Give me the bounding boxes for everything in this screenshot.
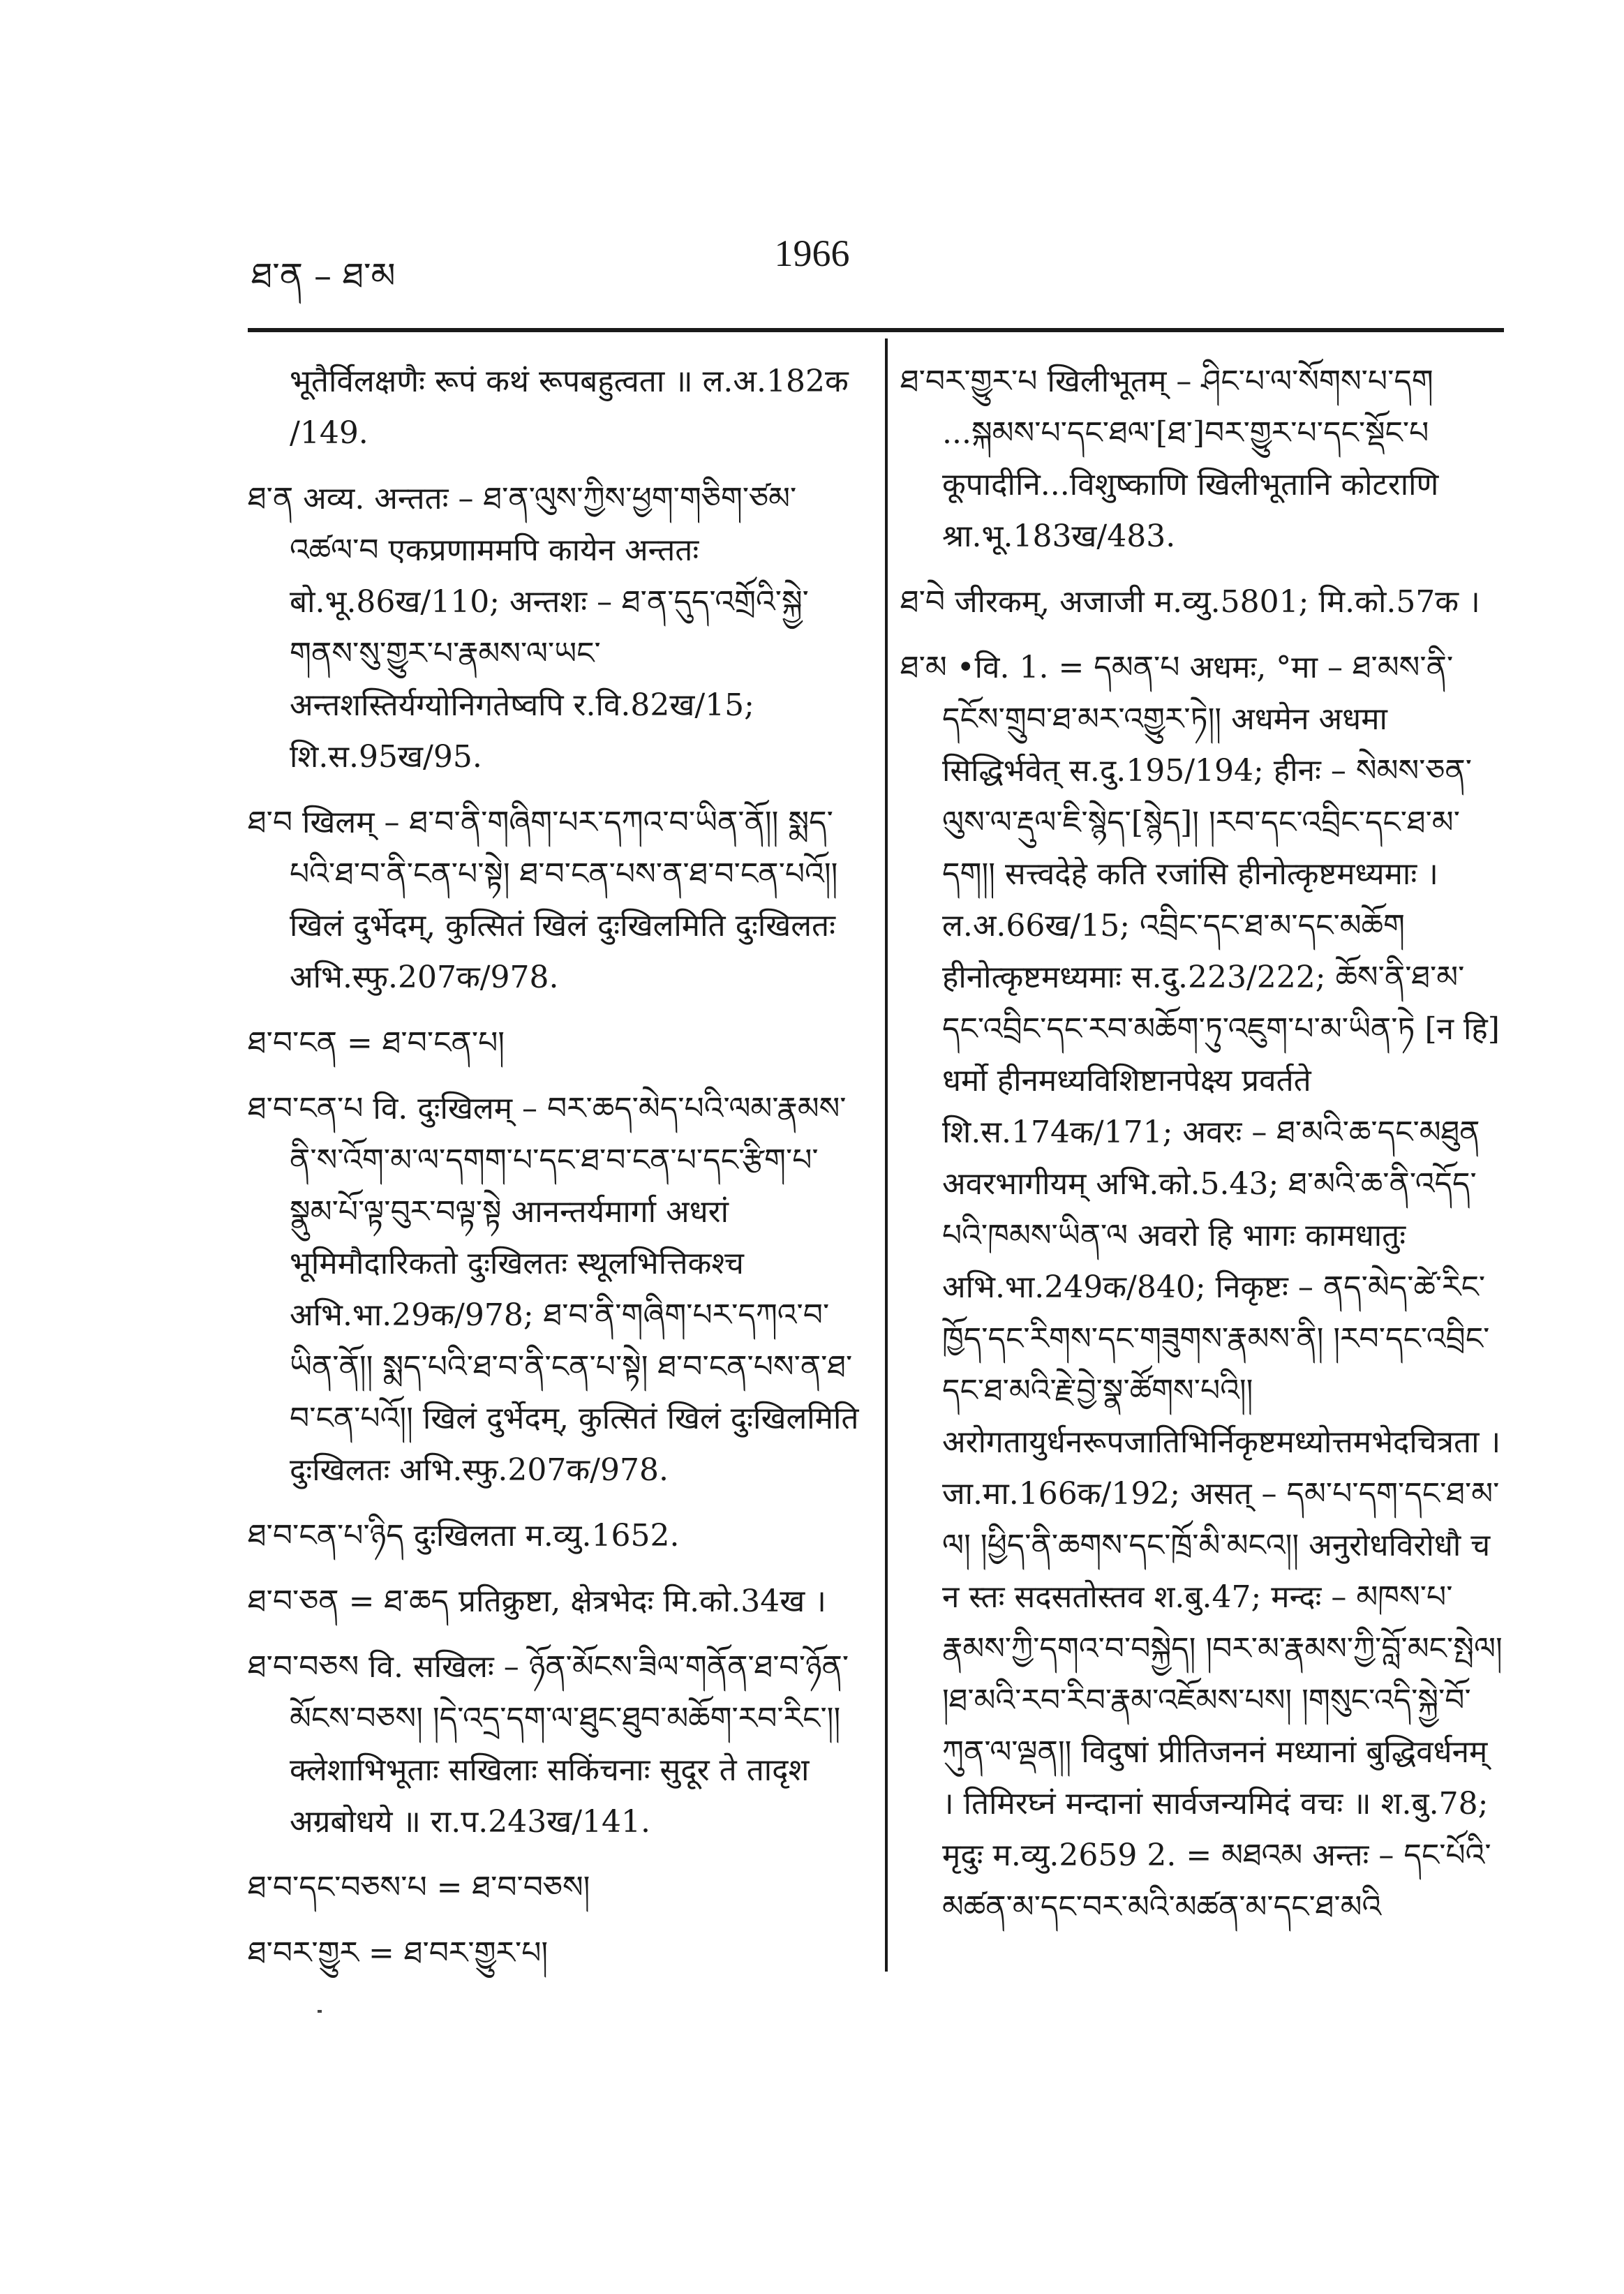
dictionary-entry: ཐ་བ་ངན = ཐ་བ་ངན་པ། (248, 1025, 505, 1061)
header-rule (248, 328, 1504, 332)
dictionary-entry: ཐ་བ་ངན་པ वि. दुःखिलम् – བར་ཆད་མེད་པའི་ལམ་རྣམས་ནི་ས་འོག་མ་ལ་དགག་པ་དང་ཐ་བ་ངན་པ་དང་རྩིག་པ་སྣུམ་པོ་ལྟ་བུར་བལྟ་སྟེ आनन्तर्यमार्गा अधरां भूमिमौदारिकतो दुःखिलतः स्थूलभित्तिकश्च अभि.भा.29क/978; ཐ་བ་ནི་གཞིག་པར་དཀའ་བ་ཡིན་ནོ།། སྨད་པའི་ཐ་བ་ནི་ངན་པ་སྟེ། ཐ་བ་ངན་པས་ན་ཐ་བ་ངན་པའོ།། खिलं दुर्भेदम्, कुत्सितं खिलं दुःखिलमिति दुःखिलतः अभि.स्फु.207क/978. (248, 1091, 859, 1488)
running-head: ཐ་ན – ཐ་མ (251, 255, 396, 296)
dictionary-entry: ཐ་བ་དང་བཅས་པ = ཐ་བ་བཅས། (248, 1870, 590, 1905)
dictionary-entry: भूतैर्विलक्षणैः रूपं कथं रूपबहुत्वता ॥ ल.अ.182क /149. (290, 364, 849, 451)
dictionary-entry: ཐ་བ་ཅན = ཐ་ཆད प्रतिक्रुष्टा, क्षेत्रभेदः मि.को.34ख । (248, 1584, 826, 1619)
dictionary-entry: ཐ་ན अव्य. अन्ततः – ཐ་ན་ལུས་ཀྱིས་ཕྱག་གཅིག་ཙམ་འཚལ་བ एकप्रणाममपि कायेन अन्ततः बो.भू.86ख/110; अन्तशः – ཐ་ན་དུད་འགྲོའི་སྐྱེ་གནས་སུ་གྱུར་པ་རྣམས་ལ་ཡང་ अन्तशस्तिर्यग्योनिगतेष्वपि र.वि.82ख/15; शि.स.95ख/95. (248, 481, 809, 775)
dictionary-entry: ཐ་བ་བཅས वि. सखिलः – ཉོན་མོངས་ཟིལ་གནོན་ཐ་བ་ཉོན་མོངས་བཅས། །དེ་འདྲ་དག་ལ་ཐུང་ཐུབ་མཆོག་རབ་རིང་།། क्लेशाभिभूताः सखिलाः सकिंचनाः सुदूर ते तादृश अग्रबोधये ॥ रा.प.243ख/141. (248, 1649, 849, 1840)
dictionary-entry: ཐ་བེ जीरकम्, अजाजी म.व्यु.5801; मि.को.57क । (900, 584, 1480, 620)
stray-mark (318, 2010, 322, 2013)
dictionary-entry: ཐ་མ •वि. 1. = དམན་པ अधमः, °मा – ཐ་མས་ནི་དངོས་གྲུབ་ཐ་མར་འགྱུར་ཏེ།། अधमेन अधमा सिद्धिर्भवेत् स.दु.195/194; हीनः – སེམས་ཅན་ལུས་ལ་རྡུལ་ཇི་སྙེད་[སྙེད]། །རབ་དང་འབྲིང་དང་ཐ་མ་དག།། सत्त्वदेहे कति रजांसि हीनोत्कृष्टमध्यमाः । ल.अ.66ख/15; འབྲིང་དང་ཐ་མ་དང་མཆོག हीनोत्कृष्टमध्यमाः स.दु.223/222; ཆོས་ནི་ཐ་མ་དང་འབྲིང་དང་རབ་མཆོག་ཏུ་འཇུག་པ་མ་ཡིན་ཏེ [न हि] धर्मो हीनमध्यविशिष्टानपेक्ष्य प्रवर्तते शि.स.174क/171; अवरः – ཐ་མའི་ཆ་དང་མཐུན अवरभागीयम् अभि.को.5.43; ཐ་མའི་ཆ་ནི་འདོད་པའི་ཁམས་ཡིན་ལ अवरो हि भागः कामधातुः अभि.भा.249क/840; निकृष्टः – ནད་མེད་ཚེ་རིང་ཁྱོད་དང་རིགས་དང་གཟུགས་རྣམས་ནི། །རབ་དང་འབྲིང་དང་ཐ་མའི་རྗེ་བྱེ་སྣ་ཚོགས་པའི།། अरोगतायुर्धनरूपजातिभिर्निकृष्टमध्योत्तमभेदचित्रता । जा.मा.166क/192; असत् – དམ་པ་དག་དང་ཐ་མ་ལ། །ཕྱིད་ནི་ཆགས་དང་ཁྲོ་མི་མངའ།། अनुरोधविरोधौ च न स्तः सदसतोस्तव श.बु.47; मन्दः – མཁས་པ་རྣམས་ཀྱི་དགའ་བ་བསྐྱེད། །བར་མ་རྣམས་ཀྱི་བློ་མང་སྤེལ། །ཐ་མའི་རབ་རིབ་རྣམ་འཇོམས་པས། །གསུང་འདི་སྐྱེ་བོ་ཀུན་ལ་ལྡན།། विदुषां प्रीतिजननं मध्यानां बुद्धिवर्धनम् । तिमिरघ्नं मन्दानां सार्वजन्यमिदं वचः ॥ श.बु.78; मृदुः म.व्यु.2659 2. = མཐའམ अन्तः – དང་པོའི་མཚན་མ་དང་བར་མའི་མཚན་མ་དང་ཐ་མའི (900, 650, 1503, 1925)
column-divider (885, 338, 888, 1972)
dictionary-entry: ཐ་བ खिलम् – ཐ་བ་ནི་གཞིག་པར་དཀའ་བ་ཡིན་ནོ།། སྨད་པའི་ཐ་བ་ནི་ངན་པ་སྟེ། ཐ་བ་ངན་པས་ན་ཐ་བ་ངན་པའོ།། खिलं दुर्भेदम्, कुत्सितं खिलं दुःखिलमिति दुःखिलतः अभि.स्फु.207क/978. (248, 805, 838, 995)
page-number: 1966 (774, 232, 850, 274)
dictionary-entry: ཐ་བར་གྱུར = ཐ་བར་གྱུར་པ། (248, 1935, 549, 1971)
right-column (900, 356, 1504, 1947)
dictionary-entry: ཐ་བར་གྱུར་པ खिलीभूतम् – ཤིང་པ་ལ་སོགས་པ་དག ...སྐམས་པ་དང་ཐལ་[ཐ་]བར་གྱུར་པ་དང་སྡོང་པ कूपादीनि...विशुष्काणि खिलीभूतानि कोटराणि श्रा.भू.183ख/483. (900, 364, 1439, 554)
dictionary-entry: ཐ་བ་ངན་པ་ཉིད दुःखिलता म.व्यु.1652. (248, 1518, 680, 1554)
left-column (248, 356, 862, 1993)
